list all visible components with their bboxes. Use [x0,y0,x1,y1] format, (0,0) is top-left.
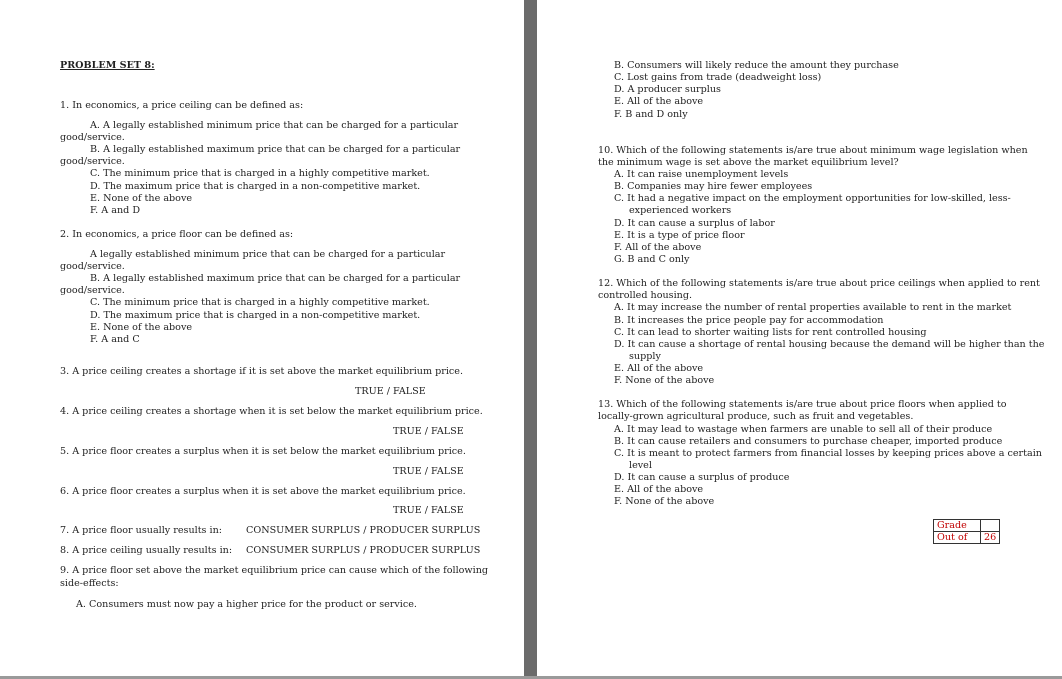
q13-question: 13. Which of the following statements is/are true about price floors when applied to [598,399,1007,410]
q1-option-d: D. The maximum price that is charged in a non-competitive market. [90,181,421,192]
q8-question: 8. A price ceiling usually results in: [60,545,233,556]
q1-option-b: B. A legally established maximum price that can be charged for a particular [90,144,461,155]
q7-answer: CONSUMER SURPLUS / PRODUCER SURPLUS [246,525,481,536]
q3-question: 3. A price ceiling creates a shortage if it is set above the market equilibrium price. [60,366,463,377]
q2-question: 2. In economics, a price floor can be defined as: [60,229,294,240]
q1-option-a: A. A legally established minimum price that can be charged for a particular [90,120,459,131]
q8-answer: CONSUMER SURPLUS / PRODUCER SURPLUS [246,545,481,556]
q12-option-c: C. It can lead to shorter waiting lists for rent controlled housing [614,327,927,338]
q13-option-d: D. It can cause a surplus of produce [614,472,790,483]
q2-option-a: A legally established minimum price that can be charged for a particular [90,249,446,260]
q4-answer: TRUE / FALSE [393,426,464,437]
q9-option-d: D. A producer surplus [614,84,721,95]
grade-row [934,520,1000,532]
grade-value [981,520,1000,532]
q3-answer: TRUE / FALSE [355,386,426,397]
q12-option-f: F. None of the above [614,375,715,386]
q1-option-e: E. None of the above [90,193,193,204]
q12-option-e: E. All of the above [614,363,704,374]
q10-option-b: B. Companies may hire fewer employees [614,181,813,192]
problem-set-title: PROBLEM SET 8: [60,60,155,71]
q7-question: 7. A price floor usually results in: [60,525,223,536]
q2-option-a-cont: good/service. [60,261,125,272]
q2-option-f: F. A and C [90,334,140,345]
q2-option-e: E. None of the above [90,322,193,333]
q6-answer: TRUE / FALSE [393,505,464,516]
q10-option-a: A. It can raise unemployment levels [614,169,789,180]
q2-option-b-cont: good/service. [60,285,125,296]
q1-option-c: C. The minimum price that is charged in a highly competitive market. [90,168,430,179]
q1-option-f: F. A and D [90,205,141,216]
q6-question: 6. A price floor creates a surplus when it is set above the market equilibrium price. [60,486,466,497]
q12-option-d-cont: supply [629,351,661,362]
q10-option-c-cont: experienced workers [629,205,732,216]
grade-table [933,519,1000,544]
q13-option-a: A. It may lead to wastage when farmers are unable to sell all of their produce [614,424,993,435]
q9-question: 9. A price floor set above the market equilibrium price can cause which of the following [60,565,489,576]
q12-option-b: B. It increases the price people pay for accommodation [614,315,884,326]
q10-option-f: F. All of the above [614,242,702,253]
q10-option-d: D. It can cause a surplus of labor [614,218,775,229]
q13-option-f: F. None of the above [614,496,715,507]
q2-option-c: C. The minimum price that is charged in a highly competitive market. [90,297,430,308]
out-of-label: Out of [934,532,981,544]
q2-option-d: D. The maximum price that is charged in a non-competitive market. [90,310,421,321]
q13-option-b: B. It can cause retailers and consumers to purchase cheaper, imported produce [614,436,1003,447]
q4-question: 4. A price ceiling creates a shortage when it is set below the market equilibrium price. [60,406,483,417]
q1-question: 1. In economics, a price ceiling can be defined as: [60,100,304,111]
q9-option-f: F. B and D only [614,109,688,120]
q13-question-cont: locally-grown agricultural produce, such as fruit and vegetables. [598,411,914,422]
q10-question-cont: the minimum wage is set above the market equilibrium level? [598,157,899,168]
q5-question: 5. A price floor creates a surplus when it is set below the market equilibrium price. [60,446,466,457]
q9-option-e: E. All of the above [614,96,704,107]
q5-answer: TRUE / FALSE [393,466,464,477]
q13-option-c: C. It is meant to protect farmers from financial losses by keeping prices above a certain [614,448,1042,459]
q12-question-cont: controlled housing. [598,290,693,301]
q12-option-d: D. It can cause a shortage of rental housing because the demand will be higher than the [614,339,1045,350]
q9-option-b: B. Consumers will likely reduce the amount they purchase [614,60,899,71]
grade-label: Grade [934,520,981,532]
q10-option-g: G. B and C only [614,254,690,265]
q10-option-c: C. It had a negative impact on the employment opportunities for low-skilled, less- [614,193,1011,204]
out-of-value: 26 [981,532,1000,544]
q9-question-cont: side-effects: [60,578,119,589]
q10-option-e: E. It is a type of price floor [614,230,745,241]
q9-option-c: C. Lost gains from trade (deadweight loss) [614,72,822,83]
q1-option-b-cont: good/service. [60,156,125,167]
q13-option-e: E. All of the above [614,484,704,495]
q2-option-b: B. A legally established maximum price that can be charged for a particular [90,273,461,284]
page-gutter [524,0,537,679]
q12-question: 12. Which of the following statements is/are true about price ceilings when applied to rent [598,278,1040,289]
q9-option-a: A. Consumers must now pay a higher price for the product or service. [76,599,417,610]
q1-option-a-cont: good/service. [60,132,125,143]
out-of-row [934,532,1000,544]
q13-option-c-cont: level [629,460,652,471]
q12-option-a: A. It may increase the number of rental properties available to rent in the market [614,302,1012,313]
q10-question: 10. Which of the following statements is/are true about minimum wage legislation when [598,145,1028,156]
